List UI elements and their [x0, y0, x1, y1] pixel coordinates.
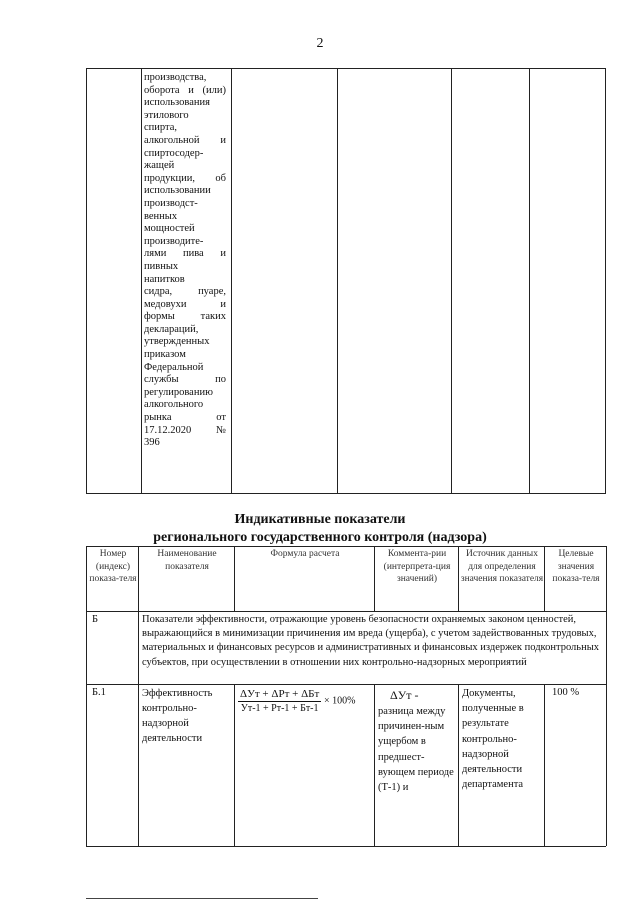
- continuation-line: приказом: [144, 349, 186, 361]
- header-comments: Коммента-рии (интерпрета-ция значений): [383, 549, 451, 585]
- row-indicator-name: Эффективность контрольно-надзорной деятельности: [142, 688, 213, 744]
- continuation-line: венных: [144, 210, 178, 222]
- continuation-line: лями пива и: [144, 248, 226, 260]
- continuation-line: мощностей: [144, 223, 195, 235]
- continuation-line: этилового: [144, 109, 189, 121]
- continuation-line: производст-: [144, 197, 198, 209]
- header-source: Источник данных для определения значения показателя: [460, 549, 544, 585]
- header-name: Наименование показателя: [157, 549, 217, 572]
- continuation-line: алкогольной и: [144, 134, 226, 146]
- continuation-line: напитков: [144, 273, 185, 285]
- continuation-line: спиртосодер-: [144, 147, 204, 159]
- continuation-line: производите-: [144, 235, 204, 247]
- formula-multiplier: × 100%: [324, 695, 356, 707]
- continuation-line: медовухи и: [144, 298, 226, 310]
- continuation-line: оборота и (или): [144, 84, 226, 96]
- header-formula: Формула расчета: [270, 549, 340, 559]
- row-comment: разница между причинен-ным ущербом в предшест-вующем периоде (Т-1) и: [378, 706, 454, 794]
- continuation-line: алкогольного: [144, 399, 204, 411]
- row-formula: [238, 688, 372, 714]
- continuation-line: производства,: [144, 72, 207, 83]
- continuation-line: деклараций,: [144, 323, 199, 335]
- row-comment-symbol: ΔУт -: [390, 688, 419, 702]
- continuation-line: формы таких: [144, 311, 226, 323]
- continuation-line: 396: [144, 437, 160, 449]
- header-index: Номер (индекс) показа-теля: [89, 549, 137, 585]
- continuation-line: жащей: [144, 160, 175, 172]
- formula-numerator: ΔУт + ΔРт + ΔБт: [240, 688, 320, 700]
- continuation-line: утвержденных: [144, 336, 210, 348]
- continuation-cell-text: [144, 72, 226, 450]
- continuation-line: использования: [144, 97, 210, 109]
- section-heading-line1: Индикативные показатели: [234, 512, 406, 527]
- continuation-line: 17.12.2020 №: [144, 424, 226, 436]
- header-target: Целевые значения показа-теля: [552, 549, 600, 585]
- row-target-value: 100 %: [552, 687, 580, 698]
- section-index: Б: [92, 614, 99, 625]
- continuation-line: Федеральной: [144, 361, 204, 373]
- continuation-line: продукции, об: [144, 172, 226, 184]
- footer-rule: [86, 898, 318, 899]
- continuation-line: сидра, пуаре,: [144, 286, 226, 298]
- section-heading-line2: регионального государственного контроля (надзора): [153, 530, 487, 545]
- continuation-line: пивных: [144, 260, 179, 272]
- formula-fraction: [238, 688, 321, 714]
- continuation-line: рынка от: [144, 412, 226, 424]
- continuation-line: использовании: [144, 185, 211, 197]
- section-description: Показатели эффективности, отражающие уровень безопасности охраняемых законом ценностей, выражающийся в минимизации причинения им вреда (ущерба), с учетом задействованных трудовых, материальных и финансовых ресурсов и административных и финансовых издержек подконтрольных субъектов, при осуществлении в отношении них контрольно-надзорных мероприятий: [142, 614, 600, 668]
- continuation-line: спирта,: [144, 122, 178, 134]
- continuation-line: службы по: [144, 374, 226, 386]
- row-index: Б.1: [92, 687, 106, 698]
- row-data-source: Документы, полученные в результате контрольно-надзорной деятельности департамента: [462, 688, 524, 791]
- continuation-line: регулированию: [144, 386, 213, 398]
- formula-denominator: Ут-1 + Рт-1 + Бт-1: [240, 703, 319, 714]
- page-number: 2: [316, 36, 324, 51]
